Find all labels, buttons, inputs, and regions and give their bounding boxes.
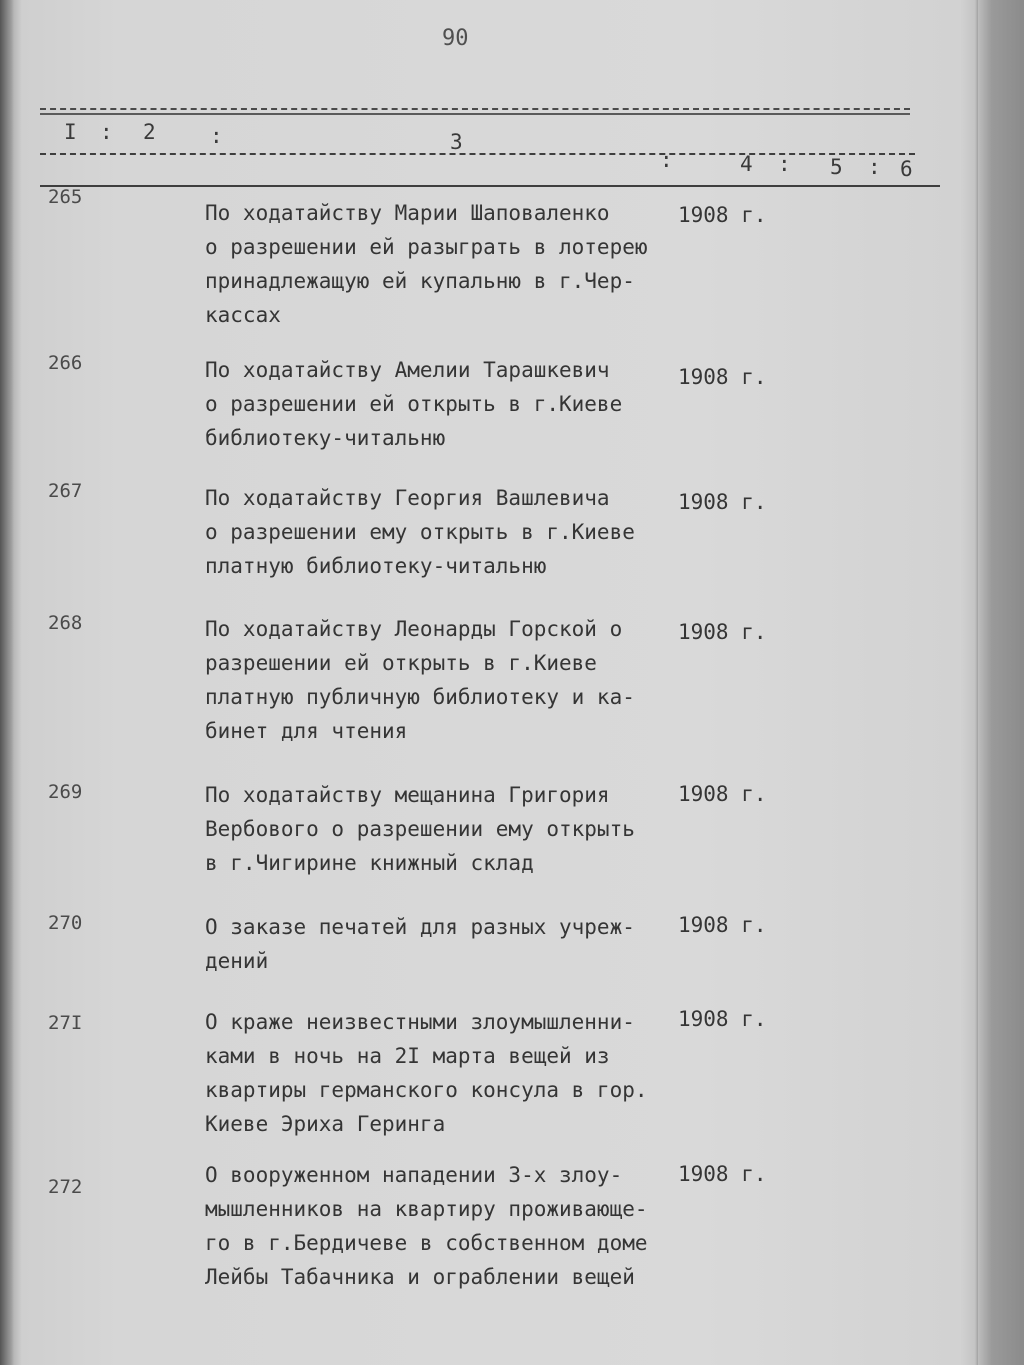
entry-line: По ходатайству Амелии Тарашкевич [205,358,610,382]
entry-line: платную публичную библиотеку и ка- [205,685,635,709]
entry-line: По ходатайству Леонарды Горской о [205,617,623,641]
entry-line: го в г.Бердичеве в собственном доме [205,1231,648,1255]
entry-line: О вооруженном нападении 3-х злоу- [205,1163,623,1187]
entry-number: 267 [48,480,83,502]
entry-year: 1908 г. [678,203,767,227]
entry-year: 1908 г. [678,1007,767,1031]
entry-number: 266 [48,352,83,374]
entry-line: квартиры германского консула в гор. [205,1078,648,1102]
entry-number: 269 [48,781,83,803]
entry-description [205,196,675,332]
entry-description [205,1158,675,1294]
entry-number: 265 [48,186,83,208]
header-rule-middle [40,153,915,155]
entry-line: платную библиотеку-читальню [205,554,547,578]
entry-line: принадлежащую ей купальню в г.Чер- [205,269,635,293]
entry-description [205,1005,675,1141]
entry-line: о разрешении ей открыть в г.Киеве [205,392,623,416]
entry-number: 268 [48,612,83,634]
entry-description [205,778,675,880]
column-header-2: 2 [143,120,156,144]
column-separator: : [868,155,881,179]
entry-description [205,612,675,748]
entry-number: 27I [48,1012,83,1034]
entry-line: библиотеку-читальню [205,426,446,450]
header-rule-bottom [40,185,940,187]
column-header-1: I [64,120,77,144]
entry-line: бинет для чтения [205,719,408,743]
entry-number: 272 [48,1176,83,1198]
column-separator: : [660,148,673,172]
entry-year: 1908 г. [678,913,767,937]
entry-description [205,353,675,455]
entry-line: о разрешении ему открыть в г.Киеве [205,520,635,544]
entry-year: 1908 г. [678,782,767,806]
entry-year: 1908 г. [678,490,767,514]
entry-line: мышленников на квартиру проживающе- [205,1197,648,1221]
column-separator: : [210,124,223,148]
entry-year: 1908 г. [678,365,767,389]
entry-line: разрешении ей открыть в г.Киеве [205,651,597,675]
entry-line: Вербового о разрешении ему открыть [205,817,635,841]
column-header-6: 6 [900,157,913,181]
entry-line: О заказе печатей для разных учреж- [205,915,635,939]
entry-line: По ходатайству Георгия Вашлевича [205,486,610,510]
header-rule-top [40,108,910,110]
entry-description [205,910,675,978]
column-separator: : [778,152,791,176]
column-header-3: 3 [450,130,463,154]
column-header-4: 4 [740,152,753,176]
entry-line: По ходатайству Марии Шаповаленко [205,201,610,225]
entry-line: О краже неизвестными злоумышленни- [205,1010,635,1034]
entry-line: Лейбы Табачника и ограблении вещей [205,1265,635,1289]
entry-number: 270 [48,912,83,934]
entry-year: 1908 г. [678,1162,767,1186]
entry-line: ками в ночь на 2I марта вещей из [205,1044,610,1068]
entry-line: дений [205,949,269,973]
entry-year: 1908 г. [678,620,767,644]
column-header-5: 5 [830,155,843,179]
entry-description [205,481,675,583]
entry-line: о разрешении ей разыграть в лотерею [205,235,648,259]
entry-line: Киеве Эриха Геринга [205,1112,446,1136]
entry-line: в г.Чигирине книжный склад [205,851,534,875]
column-separator: : [100,120,113,144]
header-rule-top-solid [40,113,910,115]
entry-line: кассах [205,303,281,327]
entry-line: По ходатайству мещанина Григория [205,783,610,807]
page-number: 90 [442,26,469,51]
